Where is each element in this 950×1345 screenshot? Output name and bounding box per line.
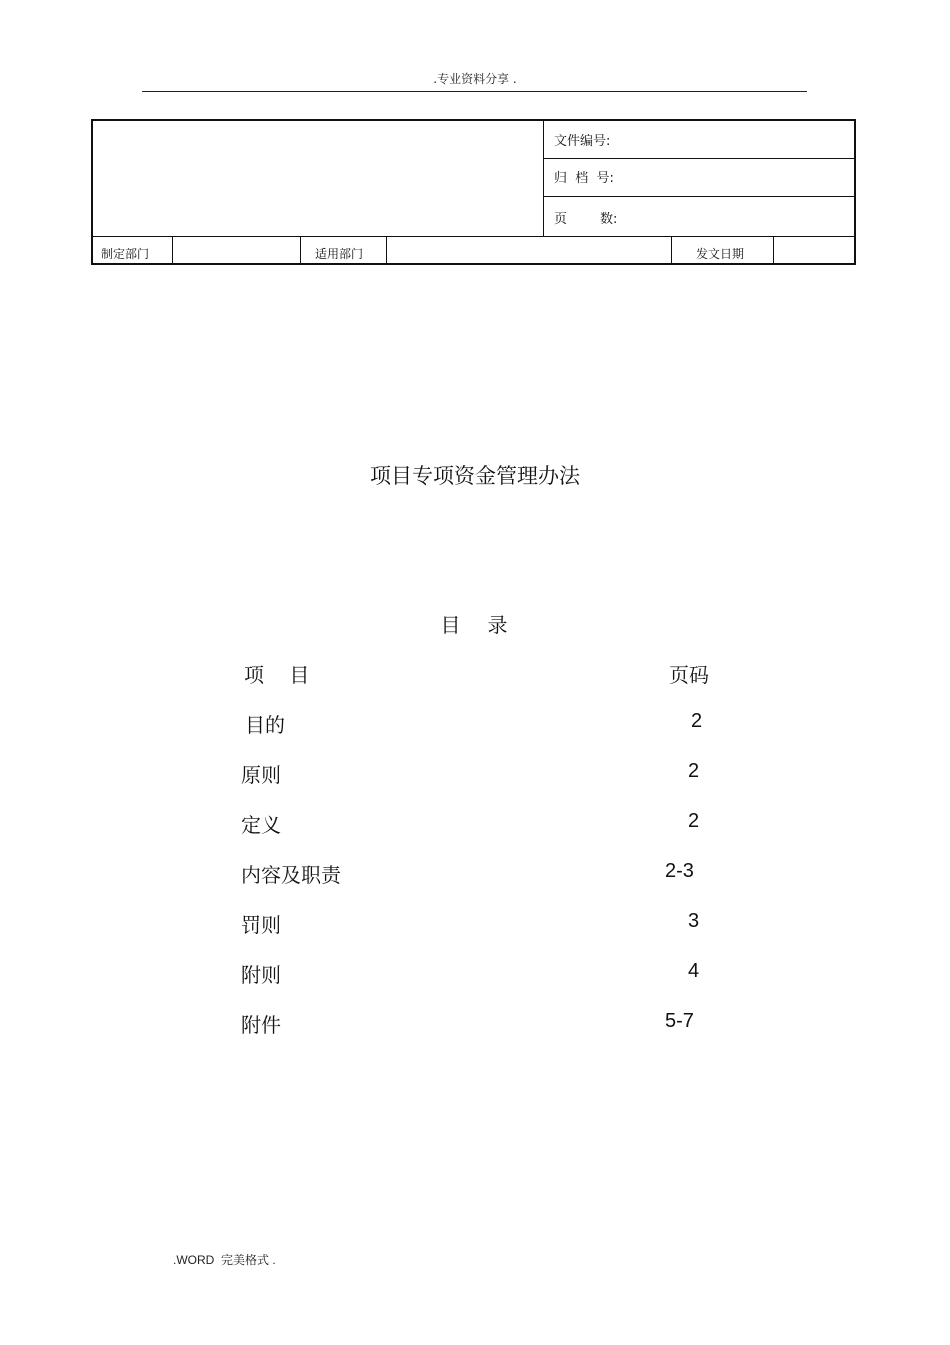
toc-title: 目 录 bbox=[440, 613, 510, 637]
issue-date-label: 发文日期 bbox=[696, 247, 745, 261]
document-info-form bbox=[91, 119, 856, 265]
toc-column-page: 页码 bbox=[669, 663, 709, 687]
toc-item-label: 原则 bbox=[241, 763, 281, 787]
toc-item-label: 内容及职责 bbox=[241, 863, 341, 887]
page-footer: .WORD 完美格式 . bbox=[173, 1253, 276, 1267]
toc-item-page: 2 bbox=[688, 760, 700, 782]
archive-number-label: 归 档 号: bbox=[554, 171, 614, 186]
form-divider-row-1 bbox=[543, 158, 856, 159]
form-divider-vertical bbox=[543, 121, 544, 236]
toc-item-page: 3 bbox=[688, 910, 700, 932]
toc-item-page: 5-7 bbox=[665, 1010, 694, 1032]
form-divider-col-2 bbox=[300, 236, 301, 265]
form-divider-row-2 bbox=[543, 196, 856, 197]
toc-item-label: 附件 bbox=[241, 1013, 281, 1037]
form-divider-col-3 bbox=[386, 236, 387, 265]
toc-item-label: 定义 bbox=[241, 813, 281, 837]
toc-item-page: 2-3 bbox=[665, 860, 694, 882]
issuing-dept-label: 制定部门 bbox=[101, 247, 150, 261]
form-divider-col-1 bbox=[172, 236, 173, 265]
toc-item-page: 2 bbox=[691, 710, 703, 732]
toc-item-label: 罚则 bbox=[241, 913, 281, 937]
page-count-label: 页 数: bbox=[554, 212, 618, 227]
toc-item-page: 2 bbox=[688, 810, 700, 832]
toc-item-label: 目的 bbox=[245, 713, 285, 737]
document-title: 项目专项资金管理办法 bbox=[370, 464, 580, 488]
form-divider-col-5 bbox=[773, 236, 774, 265]
applicable-dept-label: 适用部门 bbox=[315, 247, 364, 261]
toc-item-label: 附则 bbox=[241, 963, 281, 987]
toc-item-page: 4 bbox=[688, 960, 700, 982]
form-divider-col-4 bbox=[671, 236, 672, 265]
doc-number-label: 文件编号: bbox=[554, 134, 611, 149]
page-header: .专业资料分享 . bbox=[433, 72, 517, 86]
header-rule bbox=[142, 91, 807, 92]
form-divider-bottom-row bbox=[93, 236, 856, 237]
toc-column-item: 项 目 bbox=[244, 663, 310, 687]
